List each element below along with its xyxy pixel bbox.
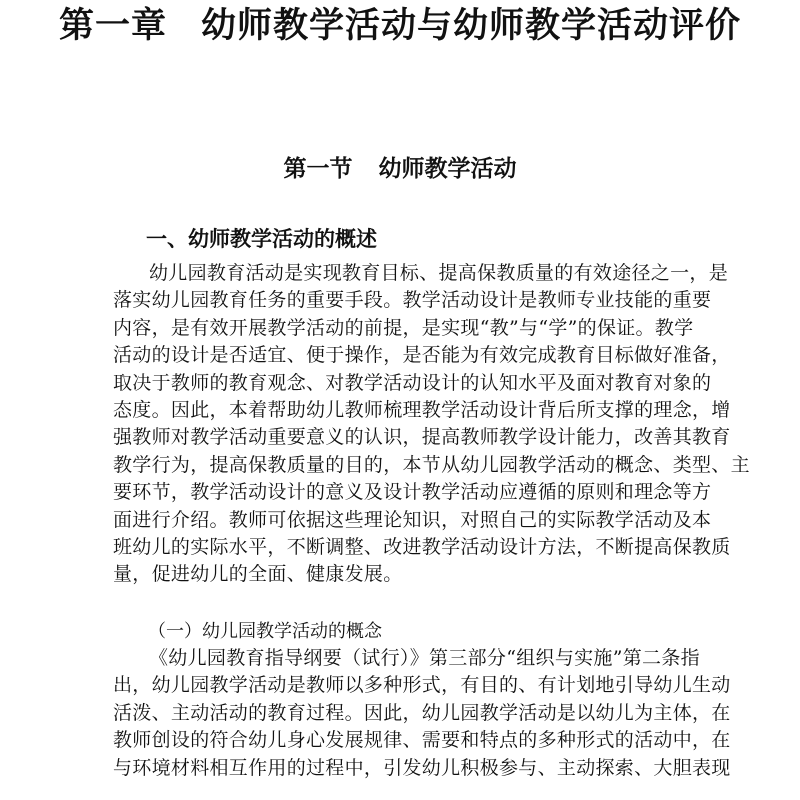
text-line: 内容，是有效开展教学活动的前提，是实现“教”与“学”的保证。教学 [113,316,694,339]
section-title [0,153,800,185]
text-line: 活动的设计是否适宜、便于操作，是否能为有效完成教育目标做好准备， [113,344,731,367]
paragraph-concept [113,645,731,782]
section-number: 第一节 [283,156,353,182]
text-line: 出，幼儿园教学活动是教师以多种形式，有目的、有计划地引导幼儿生动 [113,674,731,697]
paragraph-overview [113,260,750,589]
text-line: 态度。因此，本着帮助幼儿教师梳理教学活动设计背后所支撑的理念，增 [113,398,731,421]
text-line: 落实幼儿园教育任务的重要手段。教学活动设计是教师专业技能的重要 [113,289,712,312]
text-line: 教学行为，提高保教质量的目的，本节从幼儿园教学活动的概念、类型、主 [113,453,750,476]
text-line: 与环境材料相互作用的过程中，引发幼儿积极参与、主动探索、大胆表现 [113,756,731,779]
subsection-title: 一、幼师教学活动的概述 [146,227,377,251]
text-line: 强教师对教学活动重要意义的认识，提高教师教学设计能力，改善其教育 [113,426,731,449]
item-heading-concept: （一）幼儿园教学活动的概念 [148,621,382,642]
text-line: 要环节，教学活动设计的意义及设计教学活动应遵循的原则和理念等方 [113,481,712,504]
text-line: 《幼儿园教育指导纲要（试行）》第三部分“组织与实施”第二条指 [149,647,700,669]
text-line: 幼儿园教育活动是实现教育目标、提高保教质量的有效途径之一，是 [149,262,729,284]
chapter-name: 幼师教学活动与幼师教学活动评价 [201,6,742,46]
text-line: 班幼儿的实际水平，不断调整、改进教学活动设计方法，不断提高保教质 [113,535,731,558]
text-line: 取决于教师的教育观念、对教学活动设计的认知水平及面对教育对象的 [113,371,712,394]
chapter-number: 第一章 [58,6,167,46]
text-line: 量，促进幼儿的全面、健康发展。 [113,563,403,586]
text-line: 教师创设的符合幼儿身心发展规律、需要和特点的多种形式的活动中，在 [113,729,731,752]
chapter-title [0,4,800,48]
text-line: 面进行介绍。教师可依据这些理论知识，对照自己的实际教学活动及本 [113,508,712,531]
section-name: 幼师教学活动 [378,156,517,182]
text-line: 活泼、主动活动的教育过程。因此，幼儿园教学活动是以幼儿为主体，在 [113,701,731,724]
